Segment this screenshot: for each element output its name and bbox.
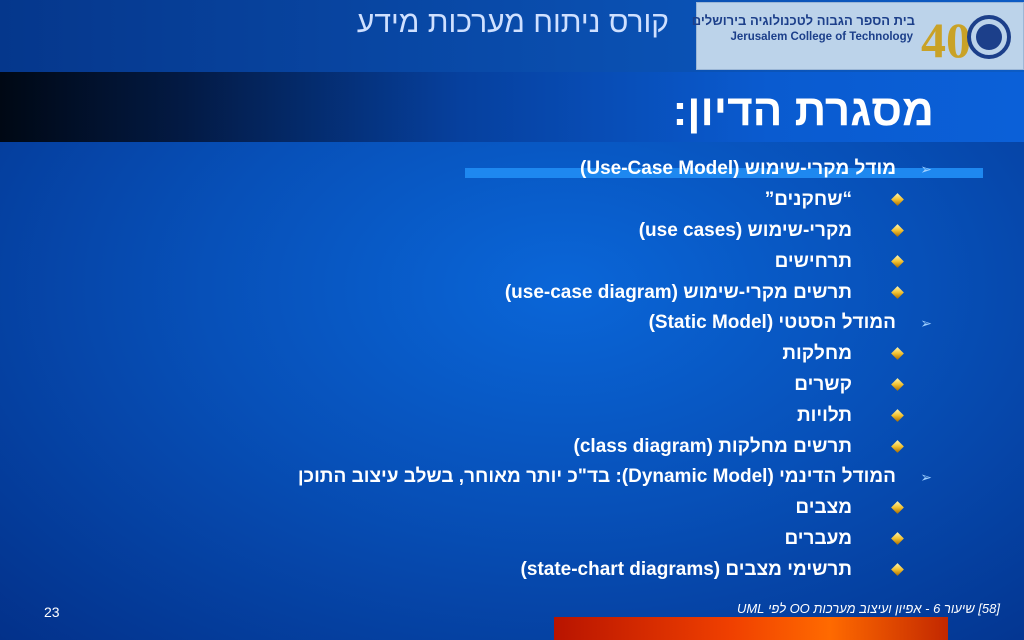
arrow-bullet-icon: ➢ <box>920 315 932 331</box>
sub-bullet-item <box>76 338 896 369</box>
diamond-bullet-icon <box>891 224 904 237</box>
diamond-bullet-icon <box>891 532 904 545</box>
diamond-bullet-icon <box>891 501 904 514</box>
footer-text: [58] שיעור 6 - אפיון ועיצוב מערכות OO לפי UML <box>736 601 1000 616</box>
sub-bullet-item <box>76 431 896 462</box>
bullet-item <box>76 154 932 184</box>
diamond-bullet-icon <box>891 193 904 206</box>
course-title: קורס ניתוח מערכות מידע <box>356 6 669 39</box>
logo-mark-text: 40 <box>921 12 971 67</box>
diamond-bullet-icon <box>891 409 904 422</box>
sub-bullet-text: מצבים <box>795 497 852 518</box>
arrow-bullet-icon: ➢ <box>920 161 932 177</box>
bullet-list <box>76 154 932 585</box>
sub-bullet-text: תלויות <box>797 405 852 426</box>
sub-bullet-text: “שחקנים” <box>764 189 852 210</box>
sub-bullet-item <box>76 400 896 431</box>
sub-bullet-item <box>76 492 896 523</box>
sub-bullet-text: תרשימי מצבים (state-chart diagrams) <box>520 559 852 580</box>
arrow-bullet-icon: ➢ <box>920 469 932 485</box>
sub-bullet-text: תרשים מקרי-שימוש (use-case diagram) <box>504 282 852 303</box>
slide-title: מסגרת הדיון: <box>672 86 934 135</box>
sub-bullet-text: תרחישים <box>774 251 852 272</box>
slide-number: 23 <box>44 604 60 620</box>
diamond-bullet-icon <box>891 286 904 299</box>
sub-bullet-item <box>76 554 896 585</box>
sub-bullet-text: מחלקות <box>782 343 852 364</box>
bullet-text: מודל מקרי-שימוש (Use-Case Model) <box>580 158 896 179</box>
sub-bullet-text: קשרים <box>794 374 852 395</box>
bullet-item <box>76 462 932 492</box>
diamond-bullet-icon <box>891 563 904 576</box>
sub-bullet-text: מקרי-שימוש (use cases) <box>638 220 852 241</box>
bullet-text: המודל הדינמי (Dynamic Model): בד"כ יותר מאוחר, בשלב עיצוב התוכן <box>297 466 896 487</box>
sub-bullet-text: תרשים מחלקות (class diagram) <box>573 436 852 457</box>
bullet-item <box>76 308 932 338</box>
accent-bar <box>554 617 948 640</box>
bullet-text: המודל הסטטי (Static Model) <box>648 312 896 333</box>
logo-english-text: Jerusalem College of Technology <box>730 31 913 43</box>
logo-hebrew-text: בית הספר הגבוה לטכנולוגיה בירושלים <box>691 13 915 28</box>
sub-bullet-item <box>76 523 896 554</box>
sub-bullet-item <box>76 369 896 400</box>
sub-bullet-item <box>76 277 896 308</box>
diamond-bullet-icon <box>891 347 904 360</box>
sub-bullet-text: מעברים <box>784 528 852 549</box>
diamond-bullet-icon <box>891 440 904 453</box>
diamond-bullet-icon <box>891 255 904 268</box>
sub-bullet-item <box>76 246 896 277</box>
diamond-bullet-icon <box>891 378 904 391</box>
college-logo <box>691 2 1024 70</box>
sub-bullet-item <box>76 184 896 215</box>
anniversary-logo-icon <box>917 7 1017 67</box>
sub-bullet-item <box>76 215 896 246</box>
